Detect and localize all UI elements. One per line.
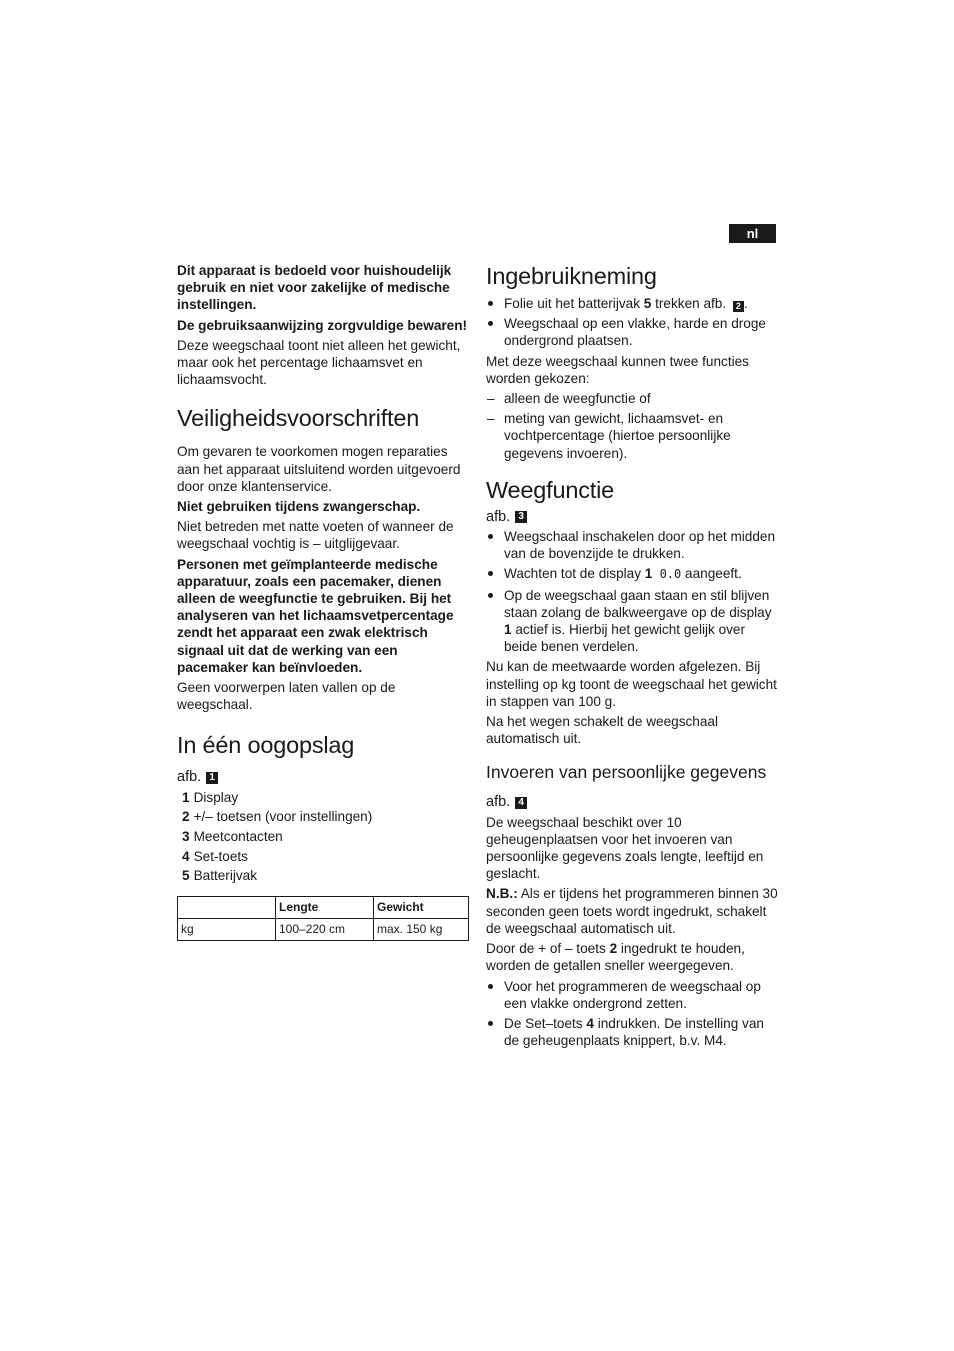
spec-table <box>177 896 469 941</box>
personal-note: N.B.: Als er tijdens het programmeren binnen 30 seconden geen toets wordt ingedrukt, schakelt de weegschaal automatisch uit. <box>486 886 778 936</box>
overview-figure-ref <box>177 769 469 786</box>
figure-number-badge: 2 <box>733 301 744 312</box>
weigh-bullets <box>486 528 778 655</box>
list-item: 5 Batterijvak <box>182 868 258 884</box>
list-item: De Set–toets 4 indrukken. De instelling van de geheugenplaats knippert, b.v. M4. <box>486 1015 778 1049</box>
language-badge: nl <box>729 224 776 243</box>
table-header-row <box>178 896 469 918</box>
list-item: 2 +/– toetsen (voor instellingen) <box>182 809 373 825</box>
safety-wet-feet: Niet betreden met natte voeten of wanneer de weegschaal vochtig is – uitglijgevaar. <box>177 519 454 552</box>
personal-memory-text: De weegschaal beschikt over 10 geheugenplaatsen voor het invoeren van persoonlijke gegevens zoals lengte, leeftijd en geslacht. <box>486 814 764 882</box>
personal-keys-text: Door de + of – toets 2 ingedrukt te houden, worden de getallen sneller weergegeven. <box>486 941 745 974</box>
table-row <box>178 918 469 940</box>
table-header-cell <box>178 896 276 918</box>
table-cell: max. 150 kg <box>374 918 469 940</box>
weigh-heading: Weegfunctie <box>486 476 615 503</box>
list-item: Op de weegschaal gaan staan en stil blijven staan zolang de balkweergave op de display 1 actief is. Hierbij het gewicht gelijk over beide benen verdelen. <box>486 587 778 656</box>
right-column <box>486 262 778 1052</box>
parts-list <box>177 789 469 885</box>
table-cell: 100–220 cm <box>276 918 374 940</box>
list-item: Folie uit het batterijvak 5 trekken afb. 2 . <box>486 295 778 312</box>
intro-usage-note: Dit apparaat is bedoeld voor huishoudelijk gebruik en niet voor zakelijke of medische instellingen. <box>177 263 452 313</box>
personal-heading: Invoeren van persoonlijke gegevens <box>486 762 767 783</box>
list-item: 4 Set-toets <box>182 848 248 864</box>
personal-figure-ref <box>486 794 778 811</box>
list-item: Voor het programmeren de weegschaal op een vlakke ondergrond zetten. <box>486 978 778 1012</box>
startup-bullets <box>486 295 778 350</box>
figure-number-badge: 4 <box>515 797 527 809</box>
list-item: Wachten tot de display 1 0.0 aangeeft. <box>486 565 778 583</box>
safety-drop: Geen voorwerpen laten vallen op de weegschaal. <box>177 680 396 713</box>
intro-keep-manual: De gebruiksaanwijzing zorgvuldige bewaren! <box>177 317 468 333</box>
list-item: – meting van gewicht, lichaamsvet- en vochtpercentage (hiertoe persoonlijke gegevens invoeren). <box>486 410 778 462</box>
afb-label: afb. <box>486 508 511 525</box>
safety-heading: Veiligheidsvoorschriften <box>177 405 420 432</box>
left-column <box>177 262 469 941</box>
weigh-auto-off-text: Na het wegen schakelt de weegschaal automatisch uit. <box>486 714 718 747</box>
intro-description: Deze weegschaal toont niet alleen het gewicht, maar ook het percentage lichaamsvet en lichaamsvocht. <box>177 337 461 388</box>
personal-bullets <box>486 978 778 1050</box>
list-item: 3 Meetcontacten <box>182 829 283 845</box>
startup-heading: Ingebruikneming <box>486 263 657 289</box>
figure-number-badge: 1 <box>206 772 218 784</box>
list-item: Weegschaal inschakelen door op het midden van de bovenzijde te drukken. <box>486 528 778 562</box>
list-item: 1 Display <box>182 789 239 805</box>
safety-repairs: Om gevaren te voorkomen mogen reparaties aan het apparaat uitsluitend worden uitgevoerd door onze klantenservice. <box>177 444 461 494</box>
weigh-figure-ref <box>486 509 778 526</box>
table-header-cell: Lengte <box>276 896 374 918</box>
startup-dash-list <box>486 390 778 462</box>
figure-number-badge: 3 <box>515 511 527 523</box>
weigh-readout-text: Nu kan de meetwaarde worden afgelezen. Bij instelling op kg toont de weegschaal het gewicht in stappen van 100 g. <box>486 659 777 709</box>
display-readout: 0.0 <box>652 567 682 582</box>
overview-heading: In één oogopslag <box>177 732 355 759</box>
list-item: Weegschaal op een vlakke, harde en droge ondergrond plaatsen. <box>486 315 778 349</box>
startup-functions-intro: Met deze weegschaal kunnen twee functies worden gekozen: <box>486 353 749 386</box>
table-header-cell: Gewicht <box>374 896 469 918</box>
safety-pacemaker: Personen met geïmplanteerde medische apparatuur, zoals een pacemaker, dienen alleen de weegfunctie te gebruiken. Bij het analyseren van het lichaamsvetpercentage zendt het apparaat een zwak elektrisch signaal uit dat de werking van een pacemaker kan beïnvloeden. <box>177 556 454 675</box>
list-item: – alleen de weegfunctie of <box>486 390 778 407</box>
afb-label: afb. <box>177 769 202 786</box>
table-cell: kg <box>178 918 276 940</box>
afb-label: afb. <box>486 794 511 811</box>
safety-pregnancy: Niet gebruiken tijdens zwangerschap. <box>177 499 421 515</box>
